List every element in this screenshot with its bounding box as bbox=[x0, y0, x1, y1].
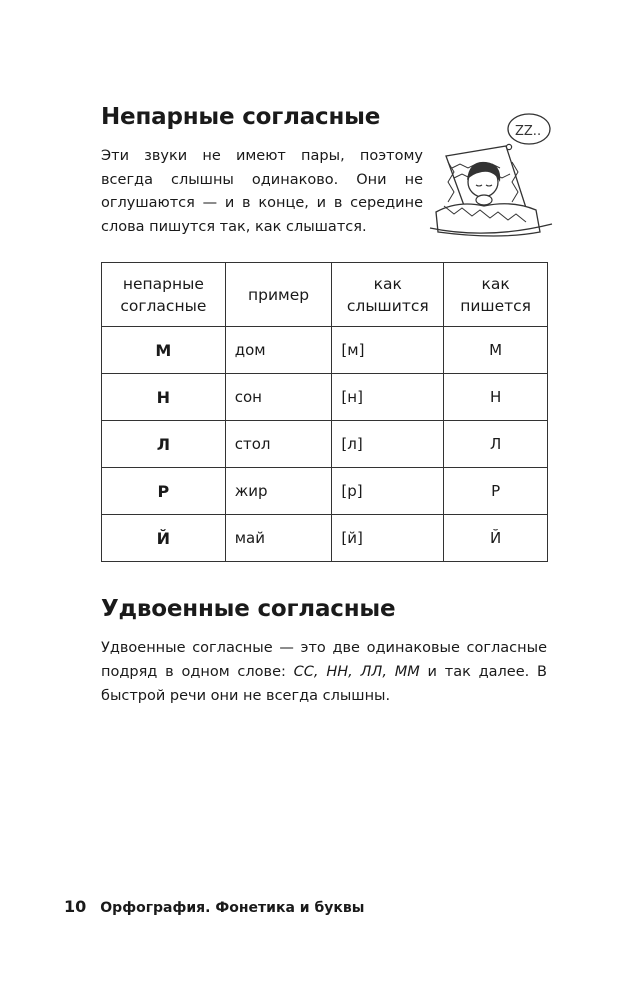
page-number: 10 bbox=[64, 897, 87, 916]
header-written-as: как пишется bbox=[444, 263, 548, 327]
cell-example: жир bbox=[225, 468, 332, 515]
cell-consonant: Н bbox=[102, 374, 226, 421]
cell-sound: [й] bbox=[332, 515, 444, 562]
sleeping-person-icon bbox=[428, 110, 554, 242]
section-text-doubled bbox=[101, 636, 547, 708]
table-row bbox=[102, 515, 548, 562]
cell-written: Р bbox=[444, 468, 548, 515]
doubled-text-end: и так далее. В быстрой речи они не всегда слышны. bbox=[101, 664, 547, 704]
table-row bbox=[102, 421, 548, 468]
table-row bbox=[102, 327, 548, 374]
cell-consonant: Р bbox=[102, 468, 226, 515]
cell-sound: [н] bbox=[332, 374, 444, 421]
section-title-doubled: Удвоенные согласные bbox=[101, 596, 396, 622]
doubled-text-start: Удвоенные согласные — это две одинаковые согласные подряд в одном слове: bbox=[101, 640, 547, 680]
cell-written: М bbox=[444, 327, 548, 374]
cell-written: Н bbox=[444, 374, 548, 421]
cell-written: Л bbox=[444, 421, 548, 468]
cell-example: май bbox=[225, 515, 332, 562]
cell-sound: [м] bbox=[332, 327, 444, 374]
cell-consonant: Й bbox=[102, 515, 226, 562]
cell-sound: [л] bbox=[332, 421, 444, 468]
doubled-examples: СС, НН, ЛЛ, ММ bbox=[293, 664, 420, 680]
chapter-title: Орфография. Фонетика и буквы bbox=[100, 900, 365, 916]
header-sounds-like: как слышится bbox=[332, 263, 444, 327]
section-text-unpaired: Эти звуки не имеют пары, поэтому всегда слышны одинаково. Они не оглушаются — и в конце, и в середине слова пишутся так, как слышатся. bbox=[101, 148, 423, 235]
cell-consonant: М bbox=[102, 327, 226, 374]
table-row bbox=[102, 374, 548, 421]
section-title-unpaired: Непарные согласные bbox=[101, 104, 381, 130]
table-header-row bbox=[102, 263, 548, 327]
cell-consonant: Л bbox=[102, 421, 226, 468]
cell-example: стол bbox=[225, 421, 332, 468]
header-example: пример bbox=[225, 263, 332, 327]
table-row bbox=[102, 468, 548, 515]
cell-example: дом bbox=[225, 327, 332, 374]
cell-written: Й bbox=[444, 515, 548, 562]
cell-sound: [р] bbox=[332, 468, 444, 515]
sleep-text: ZZ.. bbox=[515, 124, 542, 139]
unpaired-consonants-table bbox=[101, 262, 548, 562]
cell-example: сон bbox=[225, 374, 332, 421]
header-consonants: непарные согласные bbox=[102, 263, 226, 327]
page-footer bbox=[64, 897, 364, 916]
